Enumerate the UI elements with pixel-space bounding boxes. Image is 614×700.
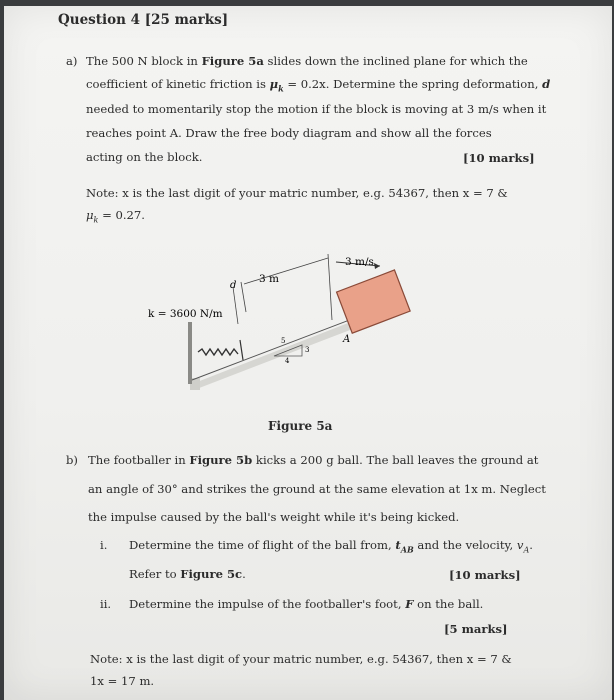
part-b-note-line-1: Note: x is the last digit of your matric number, e.g. 54367, then x = 7 & — [90, 652, 512, 666]
mu-symbol: $\mu_k$ — [86, 208, 99, 225]
slope-run-label: 4 — [285, 357, 290, 365]
spring-plate — [240, 340, 243, 360]
t-ab-variable: $t_{AB}$ — [395, 538, 414, 555]
part-b-label: b) — [66, 453, 78, 467]
d-dimension-line — [233, 287, 238, 324]
figure-ref: Figure 5c — [180, 567, 243, 581]
question-title: Question 4 [25 marks] — [58, 12, 229, 28]
text: coefficient of kinetic friction is — [86, 77, 266, 91]
part-a-label: a) — [66, 54, 78, 68]
d-dimension-line — [241, 282, 246, 312]
text: kicks a 200 g ball. The ball leaves the ground at — [255, 453, 539, 467]
f-variable: F — [405, 597, 414, 611]
part-a-line-4: reaches point A. Draw the free body diagram and show all the forces — [86, 126, 492, 140]
mu-symbol: $\mu_k$ — [269, 77, 284, 94]
part-a-line-1 — [86, 54, 528, 68]
figure-ref: Figure 5a — [201, 54, 264, 68]
part-a-note-line-1: Note: x is the last digit of your matric number, e.g. 54367, then x = 7 & — [86, 186, 508, 200]
figure-ref: Figure 5b — [189, 453, 253, 467]
distance-dimension-line — [244, 258, 328, 284]
text: The 500 N block in — [86, 54, 198, 68]
part-a-line-2 — [86, 77, 550, 93]
part-b-line-3: the impulse caused by the ball's weight while it's being kicked. — [88, 510, 460, 524]
part-b-line-2: an angle of 30° and strikes the ground at the same elevation at 1x m. Neglect — [88, 482, 546, 496]
figure-5a-caption: Figure 5a — [268, 419, 333, 433]
velocity-arrowhead — [374, 263, 380, 269]
text: = 0.27. — [102, 208, 145, 222]
spring — [198, 349, 238, 355]
speed-label: 3 m/s — [345, 256, 374, 268]
spring-constant-label: k = 3600 N/m — [148, 308, 223, 320]
part-b-i-numeral: i. — [100, 538, 108, 552]
variable-d: d — [542, 77, 551, 91]
slope-hyp-label: 5 — [281, 337, 286, 345]
text: = 0.2x. Determine the spring deformation, — [287, 77, 539, 91]
part-b-i-reference: Refer to Figure 5c. — [129, 567, 246, 581]
figure-5a-diagram — [140, 252, 430, 392]
part-b-i-marks: [10 marks] — [449, 568, 521, 582]
text: Refer to — [129, 567, 177, 581]
d-label: d — [230, 280, 237, 291]
part-a-line-5: acting on the block. — [86, 150, 203, 164]
v-a-variable: $v_A$ — [516, 538, 530, 555]
point-a-extension — [328, 254, 332, 320]
distance-label: 3 m — [259, 273, 279, 285]
text: Determine the time of flight of the ball from, — [129, 538, 392, 552]
part-b-note-line-2: 1x = 17 m. — [90, 674, 155, 688]
part-a-marks: [10 marks] — [463, 151, 535, 165]
part-b-ii-text — [129, 597, 483, 611]
point-a-label: A — [343, 334, 351, 345]
text: and the velocity, — [417, 538, 514, 552]
text: The footballer in — [88, 453, 186, 467]
text: slides down the inclined plane for which the — [267, 54, 528, 68]
part-a-line-3: needed to momentarily stop the motion if the block is moving at 3 m/s when it — [86, 102, 547, 116]
part-b-ii-numeral: ii. — [100, 597, 112, 611]
part-a-note-line-2 — [86, 208, 145, 224]
part-b-i-text: Determine the time of flight of the ball from, $t_{AB}$ and the velocity, $v_A$. — [129, 538, 533, 555]
part-b-ii-marks: [5 marks] — [444, 622, 508, 636]
slope-rise-label: 3 — [305, 346, 310, 354]
part-b-line-1 — [88, 453, 538, 467]
text: on the ball. — [417, 597, 484, 611]
text: Determine the impulse of the footballer's foot, — [129, 597, 402, 611]
